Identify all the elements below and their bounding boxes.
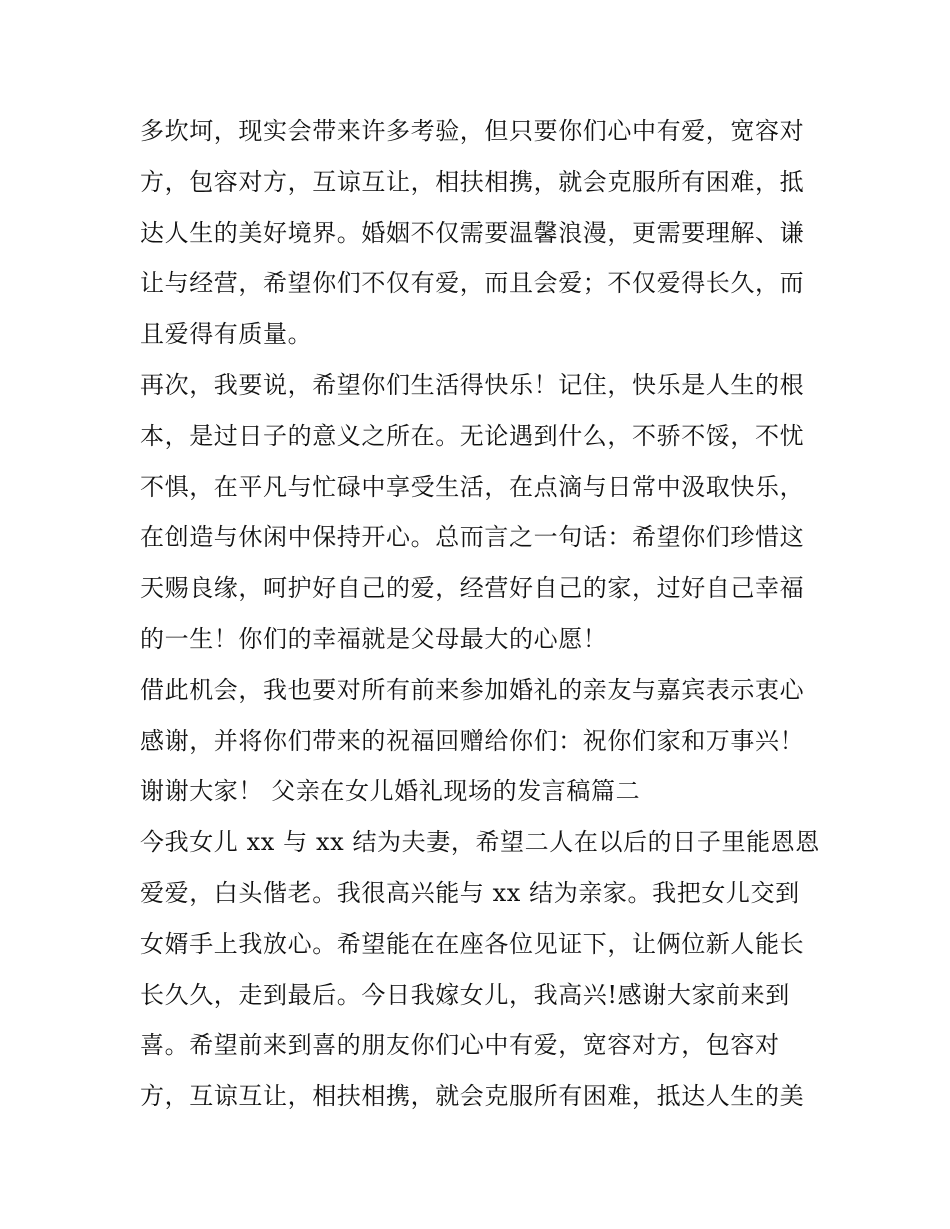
document-body (140, 106, 820, 1122)
text-line: 借此机会，我也要对所有前来参加婚礼的亲友与嘉宾表示衷心 (140, 675, 805, 704)
text-line: 方，包容对方，互谅互让，相扶相携，就会克服所有困难，抵 (140, 167, 805, 196)
text-line: 在创造与休闲中保持开心。总而言之一句话：希望你们珍惜这 (140, 523, 805, 552)
text-line: 长久久，走到最后。今日我嫁女儿，我高兴!感谢大家前来到 (140, 980, 790, 1009)
text-line: 让与经营，希望你们不仅有爱，而且会爱；不仅爱得长久，而 (140, 269, 805, 298)
text-line: 方，互谅互让，相扶相携，就会克服所有困难，抵达人生的美 (140, 1082, 805, 1111)
text-line: 感谢，并将你们带来的祝福回赠给你们：祝你们家和万事兴！ (140, 726, 805, 755)
text-line: 不惧，在平凡与忙碌中享受生活，在点滴与日常中汲取快乐， (140, 472, 805, 501)
text-line: 今我女儿 xx 与 xx 结为夫妻，希望二人在以后的日子里能恩恩 (140, 828, 820, 857)
text-line: 天赐良缘，呵护好自己的爱，经营好自己的家，过好自己幸福 (140, 574, 805, 603)
text-line: 再次，我要说，希望你们生活得快乐！记住，快乐是人生的根 (140, 370, 805, 399)
text-line: 多坎坷，现实会带来许多考验，但只要你们心中有爱，宽容对 (140, 117, 805, 145)
text-line: 爱爱，白头偕老。我很高兴能与 xx 结为亲家。我把女儿交到 (140, 878, 800, 907)
text-line: 本，是过日子的意义之所在。无论遇到什么，不骄不馁，不忧 (140, 421, 805, 450)
text-line: 女婿手上我放心。希望能在在座各位见证下，让俩位新人能长 (140, 929, 805, 958)
text-line: 喜。希望前来到喜的朋友你们心中有爱，宽容对方，包容对 (140, 1031, 780, 1060)
text-line: 的一生！你们的幸福就是父母最大的心愿！ (140, 624, 608, 653)
text-line: 达人生的美好境界。婚姻不仅需要温馨浪漫，更需要理解、谦 (140, 218, 805, 247)
text-line: 且爱得有质量。 (140, 320, 313, 349)
text-line: 谢谢大家！ 父亲在女儿婚礼现场的发言稿篇二 (140, 777, 641, 806)
